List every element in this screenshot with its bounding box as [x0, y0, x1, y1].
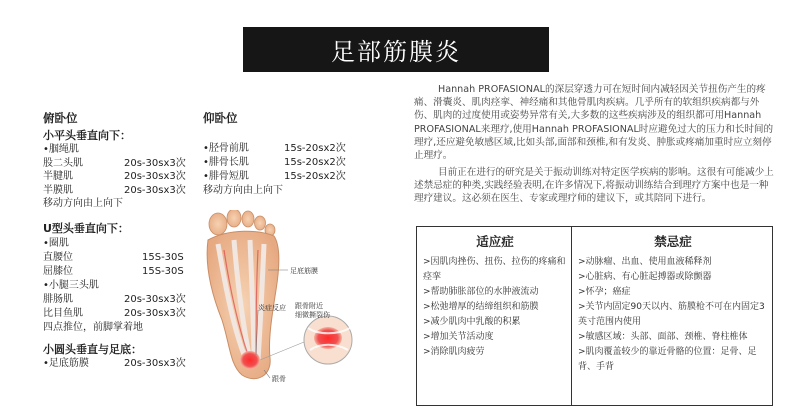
row-label: 腓肠肌	[43, 294, 73, 305]
table-list-item: >敏感区域：头部、面部、颈椎、脊柱椎体	[578, 332, 748, 342]
indications-list	[423, 255, 567, 360]
label-heel-tear: 跟骨附近 细微撕裂伤	[295, 302, 330, 319]
foot-anatomy-svg	[200, 210, 360, 385]
row-label: 半膜肌	[43, 184, 73, 196]
table-list-item: >松弛增厚的结缔组织和筋膜	[423, 302, 539, 312]
row-duration: 15S-30S	[142, 252, 184, 263]
row-duration: 20s-30sx3次	[124, 184, 186, 196]
row-label: •胫骨前肌	[203, 143, 249, 154]
row-label: •腓骨短肌	[203, 171, 249, 182]
table-list-item: >关节内固定90天以内、筋膜枪不可在内固定3英寸范围内使用	[578, 302, 765, 327]
row-duration: 15s-20sx2次	[284, 171, 346, 182]
supine-title: 仰卧位	[203, 111, 238, 125]
table-list-item: >肌肉覆盖较少的靠近骨骼的位置：足骨、足背、手背	[578, 347, 757, 372]
group1-direction: 移动方向由上向下	[43, 198, 123, 209]
table-list-item: >帮助肺胀部位的水肿液流动	[423, 287, 539, 297]
label-heel-bone: 跟骨	[272, 375, 286, 383]
supine-direction: 移动方向由上向下	[203, 185, 283, 196]
table-list-item: >心脏病、有心脏起搏器或除颤器	[578, 272, 712, 282]
indications-column	[417, 227, 572, 406]
table-list-item: >增加关节活动度	[423, 332, 494, 342]
row-label: 股二头肌	[43, 157, 83, 169]
row-duration: 20s-30sx3次	[124, 308, 186, 319]
table-list-item: >减少肌肉中乳酸的积累	[423, 317, 521, 327]
row-duration: 15s-20sx2次	[284, 143, 346, 154]
row-duration: 20s-30sx3次	[124, 358, 186, 369]
row-duration: 20s-30sx3次	[124, 157, 186, 169]
row-duration: 15s-20sx2次	[284, 157, 346, 168]
row-label: •腓骨长肌	[203, 157, 249, 168]
table-list-item: >怀孕；癌症	[578, 287, 631, 297]
contraindications-column	[572, 227, 773, 406]
label-inflammation: 炎症反应	[258, 304, 286, 312]
group2-title: U型头垂直向下：	[43, 222, 129, 235]
row-label: •腘绳肌	[43, 144, 79, 155]
row-label: •小腿三头肌	[43, 280, 99, 291]
row-label: •足底筋膜	[43, 358, 89, 369]
row-duration: 20s-30sx3次	[124, 171, 186, 182]
indications-title: 适应症	[476, 234, 514, 249]
indications-table	[416, 226, 773, 406]
group1-title: 小平头垂直向下：	[43, 129, 131, 142]
row-duration: 20s-30sx3次	[124, 294, 186, 305]
intro-paragraph: Hannah PROFASIONAL的深层穿透力可在短时间内减轻因关节扭伤产生的疼痛、滑囊炎、肌肉痉挛、神经痛和其他骨肌肉疾病。几乎所有的软组织疾病都与外伤、肌肉的过度使用或姿势异常有关,大多数的这些疾病涉及的组织都可用Hannah PROFASIONAL来理疗,使用Hannah PROFASIONAL时应避免过大的压力和长时间的理疗,还应避免敏感区域,比如头部,面部和颈椎,和有发炎、肿胀或疼痛加重时应立刻停止理疗。	[414, 84, 774, 162]
row-duration: 15S-30S	[142, 266, 184, 277]
label-plantar-fascia: 足底筋膜	[290, 267, 318, 275]
contraindications-title: 禁忌症	[654, 234, 692, 249]
foot-anatomy-illustration	[200, 210, 360, 385]
row-label: •圈肌	[43, 238, 69, 249]
row-label: 半腱肌	[43, 171, 73, 182]
table-list-item: >因肌肉挫伤、扭伤、拉伤的疼痛和痉挛	[423, 257, 566, 282]
page-title: 足部筋膜炎	[243, 27, 549, 72]
row-label: 四点推位，前脚掌着地	[43, 322, 143, 333]
row-label: 屈膝位	[43, 266, 73, 277]
research-paragraph: 目前正在进行的研究是关于振动训练对特定医学疾病的影响。这很有可能减少上述禁忌症的种类,实践经验表明,在许多情况下,将振动训练结合到理疗方案中也是一种理疗建议。这必须在医生、专家或理疗师的建议下，或其陪同下进行。	[414, 167, 774, 205]
row-label: 比目鱼肌	[43, 308, 83, 319]
prone-title: 俯卧位	[43, 111, 78, 125]
contraindications-list	[578, 255, 768, 375]
row-label: 直腰位	[43, 252, 73, 263]
group3-title: 小圆头垂直与足底：	[43, 343, 142, 356]
table-list-item: >动脉瘤、出血、使用血液稀释剂	[578, 257, 712, 267]
table-list-item: >消除肌肉疲劳	[423, 347, 485, 357]
